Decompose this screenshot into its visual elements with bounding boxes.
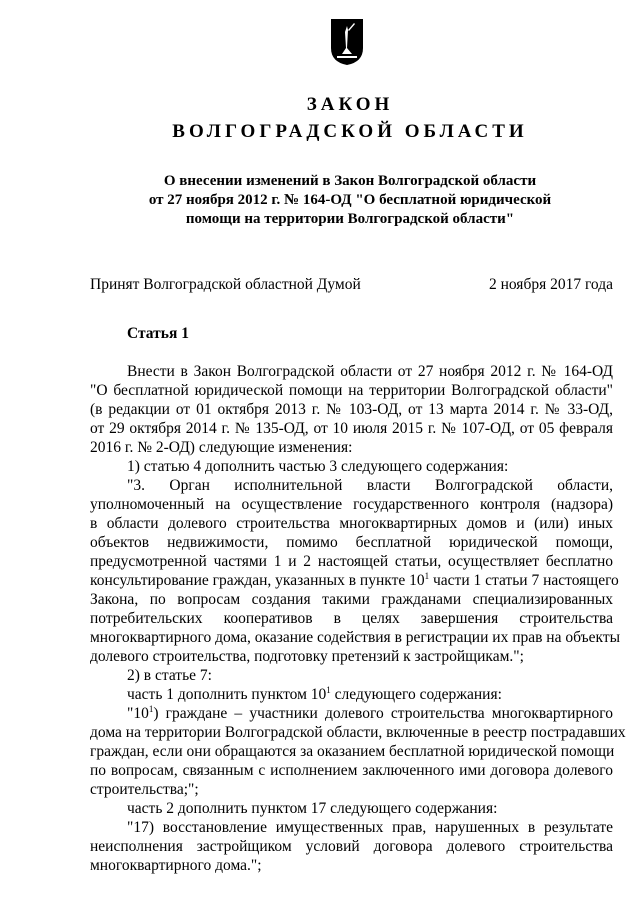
body-line: в области долевого строительства многоквартирных домов и (или) иных <box>90 515 613 532</box>
body-line: консультирование граждан, указанных в пункте $10^1$ части 1 статьи 7 настоящего <box>90 571 619 589</box>
body-line: "$10^1$) граждане – участники долевого строительства многоквартирного <box>127 704 613 722</box>
volgograd-emblem-icon <box>330 18 364 66</box>
body-line: 1) статью 4 дополнить частью 3 следующего содержания: <box>127 458 509 475</box>
body-line: уполномоченный на осуществление государственного контроля (надзора) <box>90 496 613 513</box>
subtitle-line-3: помощи на территории Волгоградской области" <box>185 211 515 227</box>
body-line: (в редакции от 01 октября 2013 г. № 103-ОД, от 13 марта 2014 г. № 33-ОД, <box>90 401 613 418</box>
body-line: многоквартирного дома."; <box>90 857 262 874</box>
body-line: дома на территории Волгоградской области, включенные в реестр пострадавших <box>90 724 626 741</box>
body-line: строительства;"; <box>90 781 199 798</box>
article-heading: Статья 1 <box>127 325 189 342</box>
body-line: 2) в статье 7: <box>127 667 212 684</box>
body-line: предусмотренной частями 1 и 2 настоящей статьи, осуществляет бесплатно <box>90 553 613 570</box>
body-line: часть 1 дополнить пунктом $10^1$ следующего содержания: <box>127 685 502 703</box>
body-line: 2016 г. № 2-ОД) следующие изменения: <box>90 439 353 456</box>
body-line: "3. Орган исполнительной власти Волгоградской области, <box>127 477 613 494</box>
subtitle-line-2: от 27 ноября 2012 г. № 164-ОД "О бесплатной юридической <box>148 192 552 208</box>
body-line: "О бесплатной юридической помощи на территории Волгоградской области" <box>90 382 613 399</box>
body-line: от 29 октября 2014 г. № 135-ОД, от 10 июля 2015 г. № 107-ОД, от 05 февраля <box>90 420 613 437</box>
body-line: часть 2 дополнить пунктом 17 следующего содержания: <box>127 800 498 817</box>
body-line: многоквартирного дома, оказание содействия в регистрации их прав на объекты <box>90 629 621 646</box>
body-line: "17) восстановление имущественных прав, нарушенных в результате <box>127 819 613 836</box>
region-title: ВОЛГОГРАДСКОЙ ОБЛАСТИ <box>172 121 528 142</box>
subtitle-line-1: О внесении изменений в Закон Волгоградской области <box>163 173 537 189</box>
body-line: Внести в Закон Волгоградской области от 27 ноября 2012 г. № 164-ОД <box>127 363 613 380</box>
body-line: граждан, если они обращаются за оказанием бесплатной юридической помощи <box>90 743 615 760</box>
body-line: долевого строительства, подготовку претензий к застройщикам."; <box>90 648 524 665</box>
body-line: по вопросам, связанным с исполнением заключенного ими договора долевого <box>90 762 613 779</box>
body-line: неисполнения застройщиком условий договора долевого строительства <box>90 838 613 855</box>
body-line: объектов недвижимости, помимо бесплатной юридической помощи, <box>90 534 613 551</box>
body-line: потребительских кооперативов в целях завершения строительства <box>90 610 613 627</box>
law-title: ЗАКОН <box>306 94 394 115</box>
adopted-by: Принят Волгоградской областной Думой <box>90 276 361 293</box>
adopted-date: 2 ноября 2017 года <box>488 276 613 293</box>
body-line: Закона, по вопросам создания такими гражданами специализированных <box>90 591 613 608</box>
